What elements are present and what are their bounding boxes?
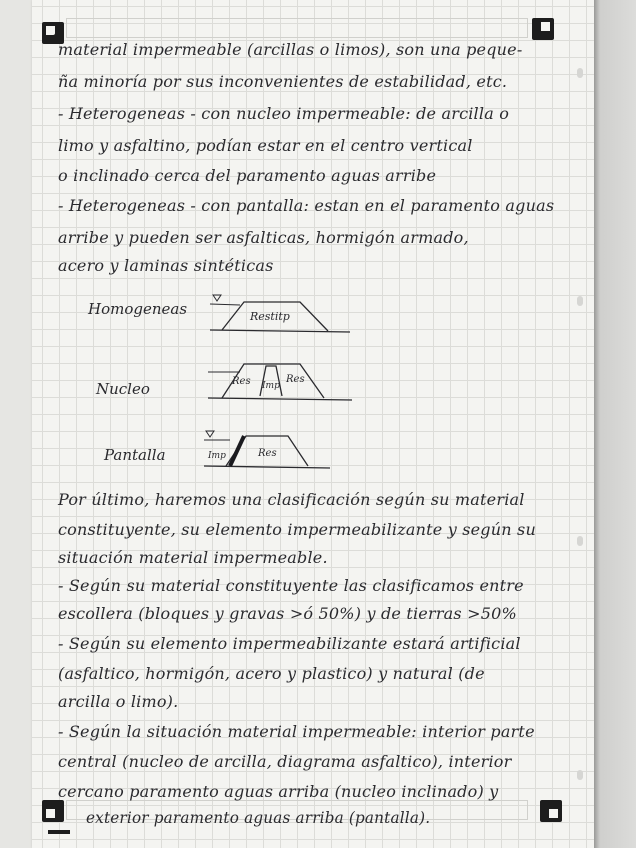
text-line: material impermeable (arcillas o limos), son una peque- — [58, 40, 523, 59]
header-band — [66, 18, 528, 38]
core-dam-sketch — [200, 356, 360, 406]
text-line: - Heterogeneas - con pantalla: estan en el paramento aguas — [58, 196, 555, 215]
diagram-label-homogeneas: Homogeneas — [88, 300, 188, 318]
text-line: (asfaltico, hormigón, acero y plastico) y natural (de — [58, 664, 485, 683]
text-line: limo y asfaltino, podían estar en el centro vertical — [58, 136, 473, 155]
diagram-inner-left: Imp — [208, 451, 226, 461]
text-line: central (nucleo de arcilla, diagrama asfaltico), interior — [58, 752, 512, 771]
text-line: - Heterogeneas - con nucleo impermeable: de arcilla o — [58, 104, 510, 123]
bottom-tick-marker — [48, 830, 70, 834]
text-line: - Según la situación material impermeable: interior parte — [58, 722, 535, 741]
text-line: arribe y pueden ser asfalticas, hormigón armado, — [58, 228, 469, 247]
text-line: o inclinado cerca del paramento aguas arribe — [58, 166, 437, 185]
text-line: ña minoría por sus inconvenientes de estabilidad, etc. — [58, 72, 508, 91]
binder-hole — [577, 296, 583, 306]
text-line: escollera (bloques y gravas >ó 50%) y de tierras >50% — [58, 604, 517, 623]
text-line: - Según su material constituyente las clasificamos entre — [58, 576, 524, 595]
notebook-page — [32, 0, 594, 848]
diagram-inner-mid: Imp — [262, 381, 280, 391]
text-line: arcilla o limo). — [58, 692, 179, 711]
screen-dam-sketch — [200, 426, 340, 476]
diagram-label-pantalla: Pantalla — [104, 446, 166, 464]
diagram-label-nucleo: Nucleo — [96, 380, 150, 398]
diagram-inner-left: Res — [232, 376, 251, 387]
diagram-inner-label: Restitp — [250, 310, 290, 323]
binding-edge — [0, 0, 32, 848]
diagram-inner-right: Res — [286, 374, 305, 385]
text-line: cercano paramento aguas arriba (nucleo inclinado) y — [58, 782, 499, 801]
text-line: situación material impermeable. — [58, 548, 328, 567]
text-line: constituyente, su elemento impermeabilizante y según su — [58, 520, 536, 539]
corner-marker-top-right-icon — [532, 18, 554, 40]
homogeneous-dam-sketch — [200, 290, 360, 338]
text-line: Por último, haremos una clasificación según su material — [58, 490, 525, 509]
text-line: - Según su elemento impermeabilizante estará artificial — [58, 634, 521, 653]
text-line: exterior paramento aguas arriba (pantalla). — [86, 808, 431, 827]
text-line: acero y laminas sintéticas — [58, 256, 274, 275]
page-shadow — [594, 0, 636, 848]
corner-marker-bottom-left-icon — [42, 800, 64, 822]
diagram-inner-right: Res — [258, 448, 277, 459]
